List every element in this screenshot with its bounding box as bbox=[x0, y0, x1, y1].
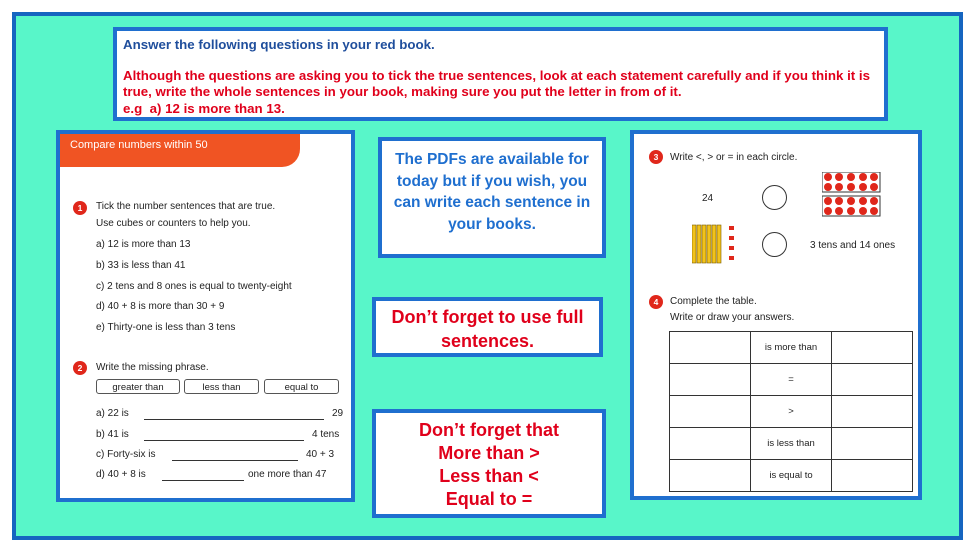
q1-item: e) Thirty-one is less than 3 tens bbox=[96, 322, 236, 333]
q1-item: c) 2 tens and 8 ones is equal to twenty-eight bbox=[96, 281, 292, 292]
table-cell-phrase: is less than bbox=[751, 428, 832, 460]
q2-item-right: one more than 47 bbox=[248, 469, 327, 480]
q3-text: Write <, > or = in each circle. bbox=[670, 152, 798, 163]
table-cell-phrase: > bbox=[751, 396, 832, 428]
q1-item: b) 33 is less than 41 bbox=[96, 260, 186, 271]
q4-text: Complete the table. bbox=[670, 296, 757, 307]
answer-line bbox=[144, 440, 304, 441]
q4-subtext: Write or draw your answers. bbox=[670, 312, 795, 323]
table-cell-blank[interactable] bbox=[832, 332, 913, 364]
instruction-body: Although the questions are asking you to tick the true sentences, look at each statement carefully and if you think it is true, write the whole sentences in your book, making sure you put the letter in from of it. bbox=[123, 67, 870, 99]
table-row bbox=[670, 396, 913, 428]
q2-item-left: a) 22 is bbox=[96, 408, 129, 419]
question-number-1: 1 bbox=[73, 201, 87, 215]
table-row bbox=[670, 332, 913, 364]
answer-line bbox=[162, 480, 244, 481]
question-number-2: 2 bbox=[73, 361, 87, 375]
table-cell-blank[interactable] bbox=[832, 364, 913, 396]
table-cell-blank[interactable] bbox=[670, 460, 751, 492]
q1-item: d) 40 + 8 is more than 30 + 9 bbox=[96, 301, 225, 312]
question-number-3: 3 bbox=[649, 150, 663, 164]
reminder-title: Don’t forget that bbox=[419, 420, 559, 440]
pdf-note-text: The PDFs are available for today but if you wish, you can write each sentence in your books. bbox=[393, 151, 591, 233]
q2-item-left: c) Forty-six is bbox=[96, 449, 156, 460]
q2-item-left: b) 41 is bbox=[96, 429, 129, 440]
comparison-reminder-box bbox=[372, 409, 606, 518]
question-number-4: 4 bbox=[649, 295, 663, 309]
instruction-example bbox=[123, 101, 878, 118]
q2-item-right: 40 + 3 bbox=[306, 449, 335, 460]
q2-item-left: d) 40 + 8 is bbox=[96, 469, 146, 480]
q2-item-right: 4 tens bbox=[312, 429, 340, 440]
answer-line bbox=[144, 419, 324, 420]
table-cell-blank[interactable] bbox=[670, 428, 751, 460]
full-sentences-box bbox=[372, 297, 603, 357]
reminder-line: More than > bbox=[438, 443, 540, 463]
table-cell-blank[interactable] bbox=[832, 428, 913, 460]
answer-circle bbox=[762, 232, 787, 257]
example-text: a) 12 is more than 13. bbox=[149, 100, 285, 116]
phrase-option: greater than bbox=[96, 379, 180, 394]
q1-subtext: Use cubes or counters to help you. bbox=[96, 218, 251, 229]
table-cell-phrase: is equal to bbox=[751, 460, 832, 492]
table-cell-phrase: = bbox=[751, 364, 832, 396]
table-cell-blank[interactable] bbox=[670, 364, 751, 396]
reminder-line: Less than < bbox=[439, 466, 539, 486]
table-cell-blank[interactable] bbox=[670, 332, 751, 364]
worksheet-left bbox=[56, 130, 355, 502]
pdf-note-box bbox=[378, 137, 606, 258]
comparison-table bbox=[669, 331, 913, 492]
example-prefix: e.g bbox=[123, 100, 143, 116]
answer-line bbox=[172, 460, 298, 461]
full-sentences-text: Don’t forget to use full sentences. bbox=[391, 307, 584, 351]
table-cell-phrase: is more than bbox=[751, 332, 832, 364]
instructions-box bbox=[113, 27, 888, 121]
phrase-option: less than bbox=[184, 379, 259, 394]
table-row bbox=[670, 428, 913, 460]
q1-text: Tick the number sentences that are true. bbox=[96, 201, 276, 212]
q2-text: Write the missing phrase. bbox=[96, 362, 209, 373]
answer-circle bbox=[762, 185, 787, 210]
q3-value-a: 24 bbox=[702, 193, 714, 204]
ten-frames-image bbox=[822, 172, 882, 220]
tens-rods-image bbox=[692, 223, 742, 265]
table-cell-blank[interactable] bbox=[670, 396, 751, 428]
q3-value-b: 3 tens and 14 ones bbox=[810, 240, 896, 251]
worksheet-banner: Compare numbers within 50 bbox=[60, 134, 300, 167]
q1-item: a) 12 is more than 13 bbox=[96, 239, 191, 250]
reminder-line: Equal to = bbox=[445, 489, 533, 509]
worksheet-right bbox=[630, 130, 922, 500]
table-row bbox=[670, 460, 913, 492]
instruction-heading: Answer the following questions in your red book. bbox=[123, 37, 435, 52]
table-cell-blank[interactable] bbox=[832, 460, 913, 492]
phrase-option: equal to bbox=[264, 379, 339, 394]
table-row bbox=[670, 364, 913, 396]
q2-item-right: 29 bbox=[332, 408, 344, 419]
table-cell-blank[interactable] bbox=[832, 396, 913, 428]
